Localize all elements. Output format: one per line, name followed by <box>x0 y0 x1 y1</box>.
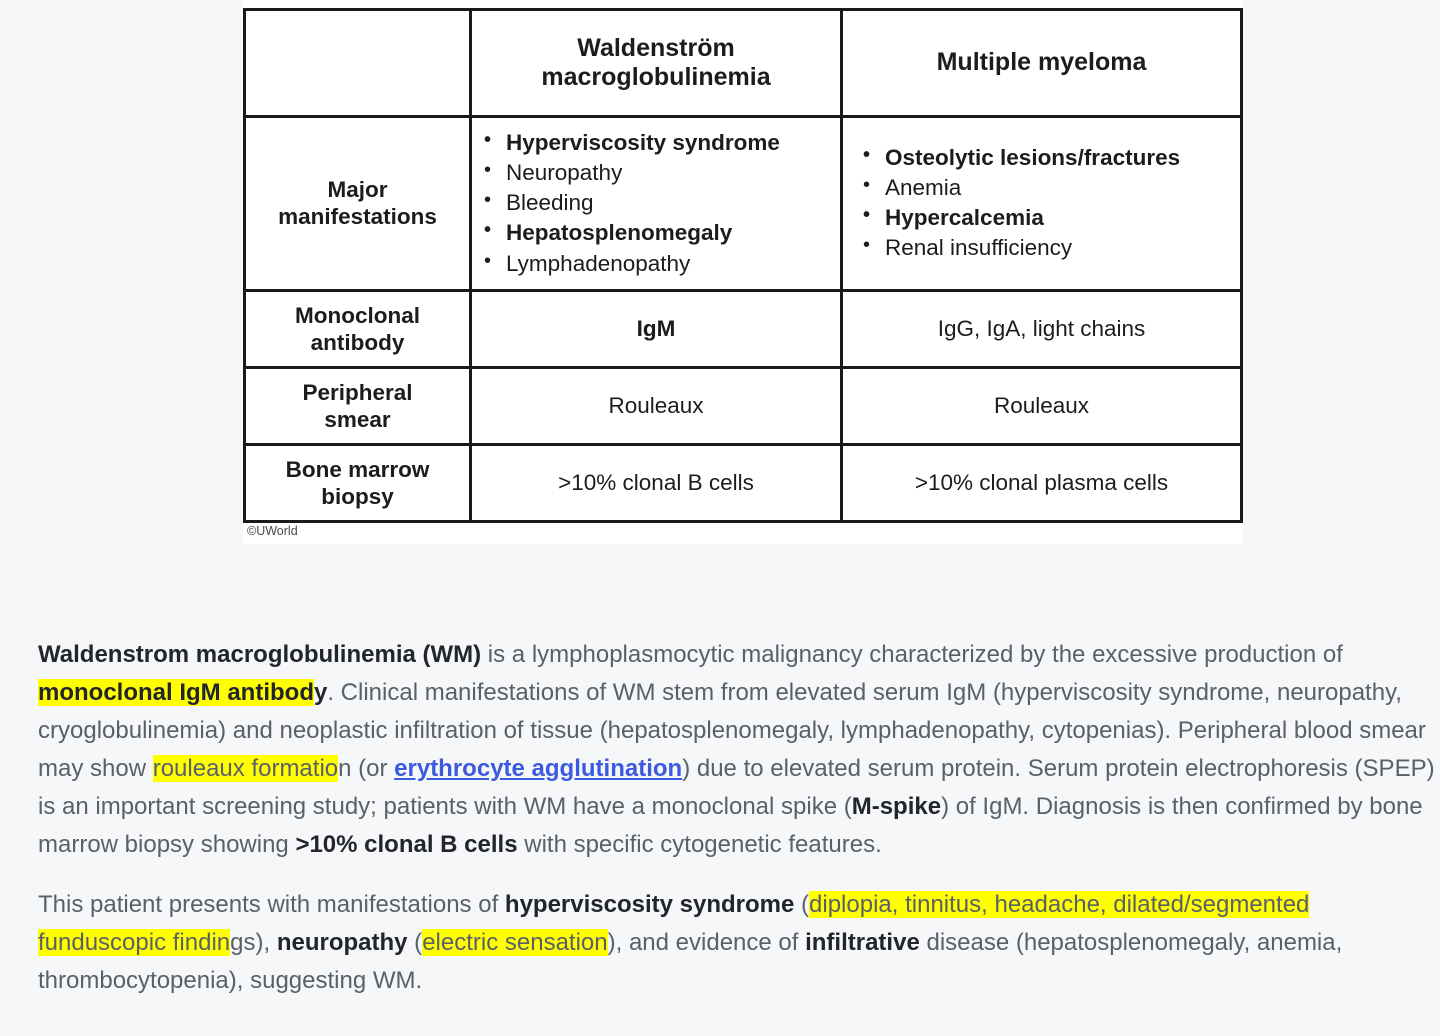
list-item: • Anemia <box>859 173 1232 203</box>
table-header-row <box>245 10 1242 117</box>
header-wm-line2: macroglobulinemia <box>541 63 771 91</box>
row-label-line2: antibody <box>310 329 405 355</box>
list-item: • Renal insufficiency <box>859 233 1232 263</box>
p1-seg4: y <box>313 679 328 706</box>
p2-seg11: disease (hepatosplenomegaly, anemia, thrombocytopenia), suggesting WM. <box>38 929 1343 994</box>
row-label-line2: biopsy <box>321 483 394 509</box>
list-item: • Lymphadenopathy <box>480 249 832 279</box>
p1-seg11: ) of IgM. Diagnosis is then confirmed by bone marrow biopsy showing <box>38 793 1423 858</box>
explanation-text <box>38 636 1438 1022</box>
list-item: • Bleeding <box>480 188 832 218</box>
link-erythrocyte-agglutination[interactable]: erythrocyte agglutination <box>394 755 683 782</box>
p1-seg5: . Clinical manifestations of WM stem from elevated serum IgM (hyperviscosity syndrome, neuropathy, cryoglobulinemia) and neoplastic infiltration of tissue (hepatosplenomegaly, lymphadenopathy, cytopenias). Peripheral blood smear may show <box>38 679 1426 782</box>
highlight-monoclonal-igm: monoclonal IgM antibod <box>38 679 314 706</box>
cell-mm-manifestations <box>842 117 1242 291</box>
term-infiltrative: infiltrative <box>805 929 920 956</box>
row-label-line1: Bone marrow <box>285 456 430 482</box>
list-item: • Hypercalcemia <box>859 203 1232 233</box>
cell-wm-monoclonal-antibody: IgM <box>471 290 842 367</box>
header-cell-waldenstrom <box>471 10 842 117</box>
term-hyperviscosity-syndrome: hyperviscosity syndrome <box>504 891 795 918</box>
p1-seg9: ) due to elevated serum protein. Serum protein electrophoresis (SPEP) is an important screening study; patients with WM have a monoclonal spike ( <box>38 755 1435 820</box>
row-label-line1: Peripheral <box>302 379 413 405</box>
list-item: • Hyperviscosity syndrome <box>480 128 832 158</box>
term-m-spike: M-spike <box>851 793 942 820</box>
uworld-table-figure <box>243 0 1243 544</box>
highlight-hyperviscosity-findings: diplopia, tinnitus, headache, dilated/segmented funduscopic findin <box>38 891 1310 956</box>
highlight-rouleaux-formation: rouleaux formatio <box>152 755 339 782</box>
header-cell-blank <box>245 10 471 117</box>
row-label-monoclonal-antibody <box>245 290 471 367</box>
term-neuropathy: neuropathy <box>276 929 408 956</box>
cell-wm-bone-marrow-biopsy: >10% clonal B cells <box>471 444 842 521</box>
cell-mm-bone-marrow-biopsy: >10% clonal plasma cells <box>842 444 1242 521</box>
p2-seg9: ), and evidence of <box>607 929 806 956</box>
row-label-line1: Monoclonal <box>295 302 420 328</box>
p1-seg2: is a lymphoplasmocytic malignancy characterized by the excessive production of <box>481 641 1343 668</box>
paragraph-1 <box>38 636 1438 864</box>
p2-seg3: ( <box>794 891 810 918</box>
p1-seg13: with specific cytogenetic features. <box>517 831 882 858</box>
header-cell-multiple-myeloma: Multiple myeloma <box>842 10 1242 117</box>
row-label-bone-marrow-biopsy <box>245 444 471 521</box>
term-wm: Waldenstrom macroglobulinemia (WM) <box>38 641 482 668</box>
table-row-peripheral-smear <box>245 367 1242 444</box>
p2-seg7: ( <box>407 929 423 956</box>
row-label-line2: smear <box>324 406 391 432</box>
cell-mm-peripheral-smear: Rouleaux <box>842 367 1242 444</box>
comparison-table <box>243 8 1243 523</box>
wm-manifestations-list <box>480 128 832 279</box>
list-item: • Hepatosplenomegaly <box>480 218 832 248</box>
p2-seg5: gs), <box>230 929 277 956</box>
row-label-line1: Major <box>327 177 388 203</box>
table-row-monoclonal-antibody <box>245 290 1242 367</box>
copyright-notice: ©UWorld <box>247 523 298 538</box>
cell-wm-manifestations <box>471 117 842 291</box>
row-label-peripheral-smear <box>245 367 471 444</box>
term-clonal-b-cells: >10% clonal B cells <box>295 831 518 858</box>
cell-mm-monoclonal-antibody: IgG, IgA, light chains <box>842 290 1242 367</box>
table-row-bone-marrow-biopsy <box>245 444 1242 521</box>
row-label-major-manifestations <box>245 117 471 291</box>
highlight-electric-sensation: electric sensation <box>422 929 608 956</box>
list-item: • Neuropathy <box>480 158 832 188</box>
table-row-major-manifestations <box>245 117 1242 291</box>
mm-manifestations-list <box>859 143 1232 264</box>
paragraph-2 <box>38 886 1438 1000</box>
p2-seg1: This patient presents with manifestations of <box>38 891 505 918</box>
header-wm-line1: Waldenström <box>577 33 735 62</box>
list-item: • Osteolytic lesions/fractures <box>859 143 1232 173</box>
row-label-line2: manifestations <box>278 204 437 230</box>
p1-seg7: n (or <box>338 755 395 782</box>
cell-wm-peripheral-smear: Rouleaux <box>471 367 842 444</box>
